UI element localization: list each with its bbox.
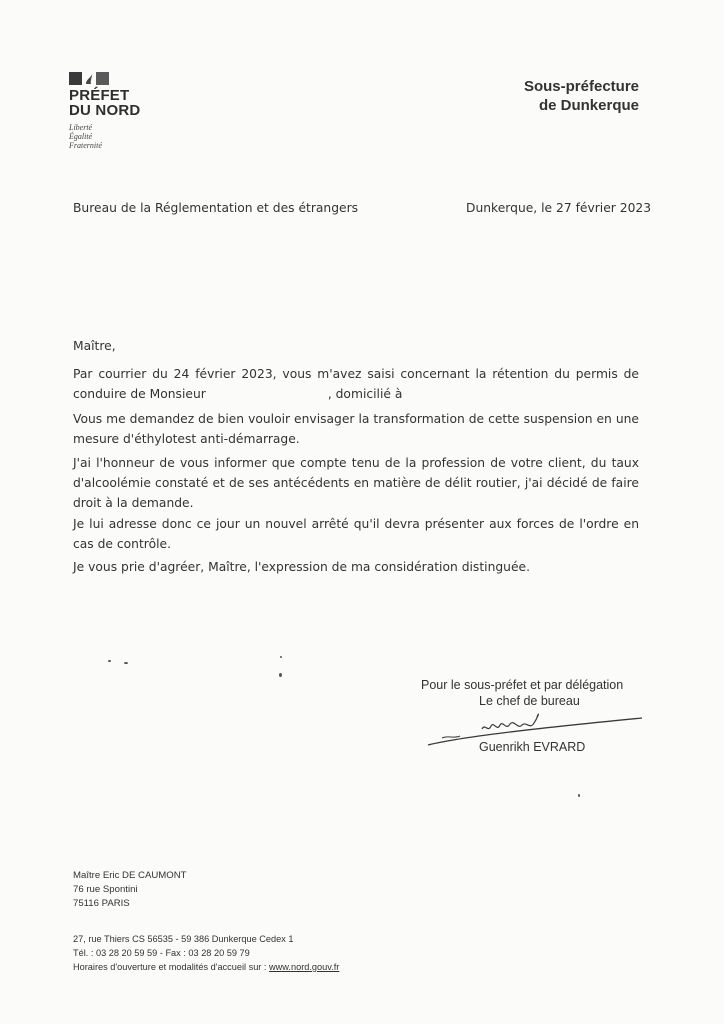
office-line2: de Dunkerque <box>538 97 639 114</box>
motto-liberte: Liberté <box>69 123 93 132</box>
scan-speck <box>280 656 282 658</box>
paragraph-1-part-a: Par courrier du 24 février 2023, vous m'avez saisi concernant la rétention du permis de conduire de Monsieur <box>73 367 639 401</box>
website-link[interactable]: www.nord.gouv.fr <box>269 962 340 972</box>
scan-speck <box>108 660 111 662</box>
salutation: Maître, <box>73 339 116 353</box>
recipient-street: 76 rue Spontini <box>73 884 138 895</box>
paragraph-1-part-b: , domicilié à <box>327 387 403 401</box>
footer-hours-text: Horaires d'ouverture et modalités d'accueil sur : <box>73 962 270 972</box>
prefet-du-nord-logo <box>69 72 140 150</box>
paragraph-4: Je lui adresse donc ce jour un nouvel arrêté qu'il devra présenter aux forces de l'ordre en cas de contrôle. <box>73 517 639 551</box>
scan-speck <box>279 673 282 677</box>
logo-title-line1: PRÉFET <box>69 87 130 104</box>
recipient-city: 75116 PARIS <box>73 898 130 909</box>
footer-hours <box>73 961 339 974</box>
bureau-name: Bureau de la Réglementation et des étrangers <box>73 201 359 215</box>
office-line1: Sous-préfecture <box>523 78 639 95</box>
recipient-name: Maître Eric DE CAUMONT <box>73 870 187 881</box>
paragraph-1 <box>73 364 639 404</box>
logo-title-line2: DU NORD <box>69 102 141 119</box>
scan-speck <box>124 662 128 664</box>
scan-speck <box>578 794 580 797</box>
motto-egalite: Égalité <box>69 132 93 141</box>
letter-date: Dunkerque, le 27 février 2023 <box>466 201 652 215</box>
signatory-name: Guenrikh EVRARD <box>479 740 586 754</box>
footer-address: 27, rue Thiers CS 56535 - 59 386 Dunkerque Cedex 1 <box>73 934 294 944</box>
closing-formula: Je vous prie d'agréer, Maître, l'expression de ma considération distinguée. <box>73 560 530 574</box>
footer-phone: Tél. : 03 28 20 59 59 - Fax : 03 28 20 59 79 <box>73 948 250 958</box>
paragraph-2: Vous me demandez de bien vouloir envisager la transformation de cette suspension en une mesure d'éthylotest anti-démarrage. <box>73 412 639 446</box>
republic-motto <box>69 123 140 150</box>
motto-fraternite: Fraternité <box>69 141 102 150</box>
signature-delegation: Pour le sous-préfet et par délégation <box>421 678 624 692</box>
issuing-office <box>524 77 639 115</box>
marianne-flag-icon <box>69 72 109 85</box>
paragraph-3: J'ai l'honneur de vous informer que compte tenu de la profession de votre client, du taux d'alcoolémie constaté et de ses antécédents en matière de délit routier, j'ai décidé de faire droit à la demande. <box>73 456 639 510</box>
signature-title: Le chef de bureau <box>479 694 580 708</box>
